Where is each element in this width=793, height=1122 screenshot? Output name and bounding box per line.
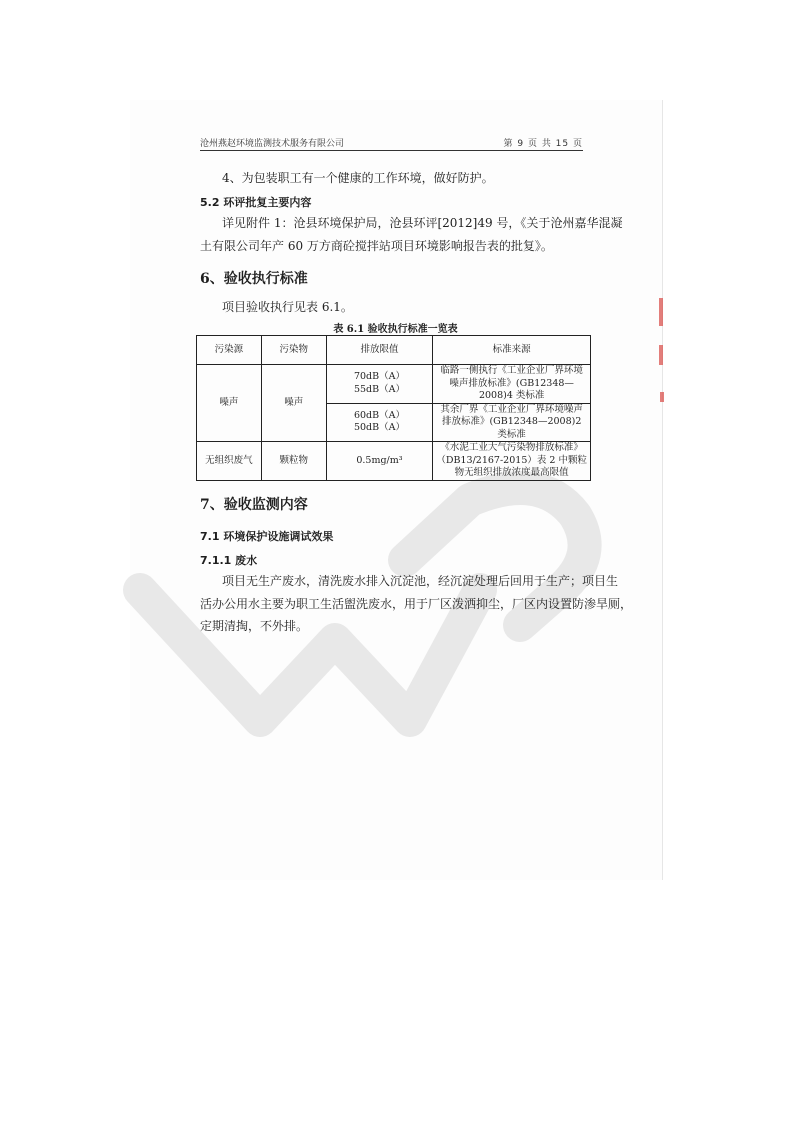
dust-pollutant-cell: 颗粒物 bbox=[261, 442, 326, 481]
table-row bbox=[197, 442, 591, 481]
col-header-source: 污染源 bbox=[197, 336, 262, 365]
col-header-limit: 排放限值 bbox=[326, 336, 433, 365]
section-7-1-1-para-line2: 活办公用水主要为职工生活盥洗废水，用于厂区泼洒抑尘，厂区内设置防渗旱厕， bbox=[200, 597, 633, 611]
page-number: 第 9 页 共 15 页 bbox=[503, 139, 583, 149]
company-name: 沧州燕赵环境监测技术服务有限公司 bbox=[200, 139, 345, 149]
limit-day: 60dB（A） bbox=[353, 409, 405, 421]
red-stamp-mark bbox=[659, 345, 663, 365]
section-5-2-heading: 5.2 环评批复主要内容 bbox=[200, 196, 312, 209]
noise-pollutant-cell: 噪声 bbox=[261, 365, 326, 442]
item-4-text: 4、为包装职工有一个健康的工作环境，做好防护。 bbox=[222, 171, 494, 185]
section-7-1-1-para-line3: 定期清掏，不外排。 bbox=[200, 619, 309, 633]
red-stamp-mark bbox=[660, 392, 664, 402]
limit-day: 70dB（A） bbox=[353, 371, 405, 383]
dust-limit-cell: 0.5mg/m³ bbox=[326, 442, 433, 481]
section-7-heading: 7、验收监测内容 bbox=[200, 497, 308, 513]
table-header-row bbox=[197, 336, 591, 365]
col-header-standard: 标准来源 bbox=[433, 336, 591, 365]
section-6-intro: 项目验收执行见表 6.1。 bbox=[222, 300, 353, 314]
noise-standard-cell-2: 其余厂界《工业企业厂界环境噪声排放标准》(GB12348—2008)2 类标准 bbox=[433, 403, 591, 442]
section-7-1-1-heading: 7.1.1 废水 bbox=[200, 554, 258, 567]
section-7-1-heading: 7.1 环境保护设施调试效果 bbox=[200, 530, 334, 543]
standards-table bbox=[196, 335, 591, 481]
header-rule bbox=[200, 150, 583, 151]
page-header bbox=[200, 136, 583, 150]
section-5-2-para-line2: 土有限公司年产 60 万方商砼搅拌站项目环境影响报告表的批复》。 bbox=[200, 239, 553, 253]
limit-night: 55dB（A） bbox=[353, 383, 405, 395]
col-header-pollutant: 污染物 bbox=[261, 336, 326, 365]
page-edge bbox=[662, 100, 663, 880]
noise-limit-cell-2 bbox=[326, 403, 433, 442]
section-5-2-para-line1: 详见附件 1：沧县环境保护局，沧县环评[2012]49 号，《关于沧州嘉华混凝 bbox=[222, 216, 623, 230]
section-7-1-1-para-line1: 项目无生产废水，清洗废水排入沉淀池，经沉淀处理后回用于生产；项目生 bbox=[222, 574, 619, 588]
dust-standard-cell: 《水泥工业大气污染物排放标准》（DB13/2167-2015）表 2 中颗粒物无组织排放浓度最高限值 bbox=[433, 442, 591, 481]
red-stamp-mark bbox=[659, 298, 663, 326]
noise-standard-cell-1: 临路一侧执行《工业企业厂界环境噪声排放标准》(GB12348—2008)4 类标准 bbox=[433, 365, 591, 404]
noise-limit-cell-1 bbox=[326, 365, 433, 404]
table-caption: 表 6.1 验收执行标准一览表 bbox=[333, 324, 458, 335]
dust-source-cell: 无组织废气 bbox=[197, 442, 262, 481]
table-row bbox=[197, 365, 591, 404]
noise-source-cell: 噪声 bbox=[197, 365, 262, 442]
limit-night: 50dB（A） bbox=[353, 422, 405, 434]
section-6-heading: 6、验收执行标准 bbox=[200, 271, 308, 287]
